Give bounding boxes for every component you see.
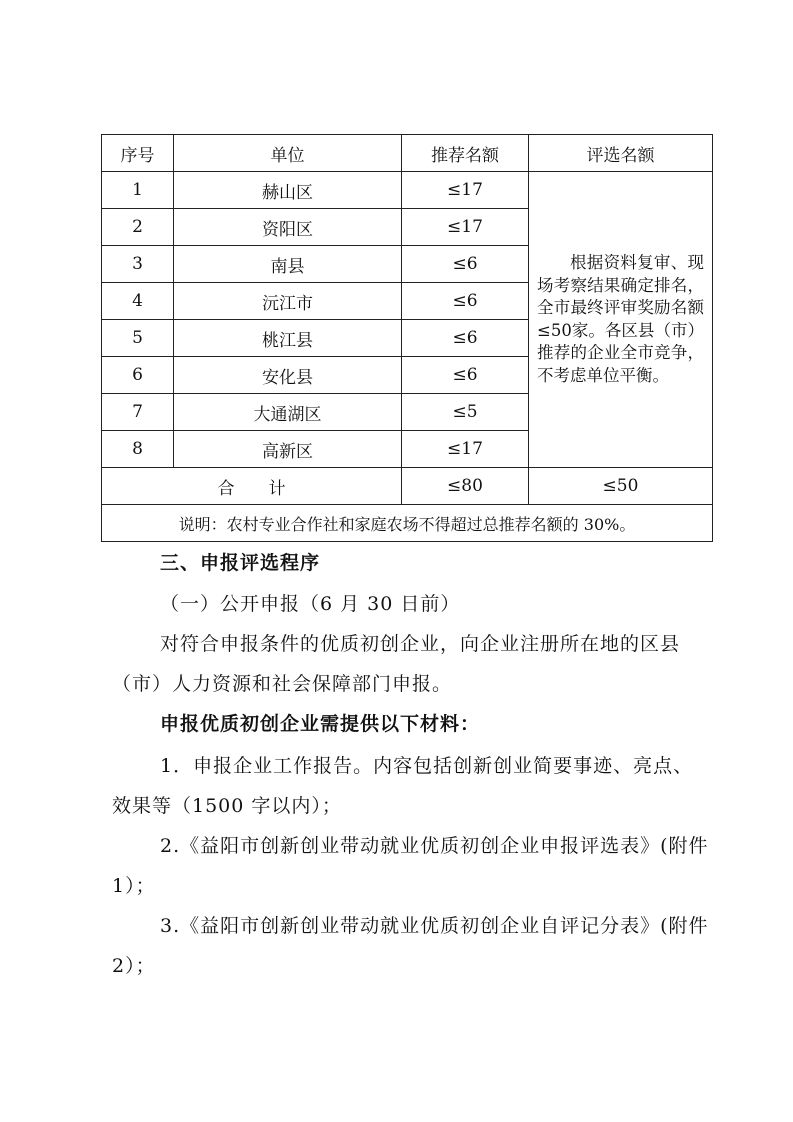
row-no: 2 [102,209,174,246]
row-unit: 大通湖区 [174,394,402,431]
total-label: 合 计 [102,468,402,505]
header-no: 序号 [102,135,174,172]
row-no: 5 [102,320,174,357]
row-unit: 安化县 [174,357,402,394]
section-heading: 三、申报评选程序 [160,552,321,574]
row-unit: 赫山区 [174,172,402,209]
total-row [102,468,713,505]
footnote-row [102,505,713,542]
quota-table [101,134,713,542]
table-row [102,172,713,209]
row-no: 8 [102,431,174,468]
table-header-row [102,135,713,172]
header-unit: 单位 [174,135,402,172]
table-footnote: 说明：农村专业合作社和家庭农场不得超过总推荐名额的 30%。 [102,505,713,542]
row-no: 1 [102,172,174,209]
header-selection-quota: 评选名额 [529,135,713,172]
row-unit: 桃江县 [174,320,402,357]
row-quota: ≤6 [402,357,529,394]
row-no: 6 [102,357,174,394]
row-unit: 高新区 [174,431,402,468]
row-quota: ≤6 [402,246,529,283]
paragraph-public-application: 对符合申报条件的优质初创企业，向企业注册所在地的区县（市）人力资源和社会保障部门申报。 [112,633,681,695]
row-quota: ≤6 [402,283,529,320]
header-recommend-quota: 推荐名额 [402,135,529,172]
materials-title: 申报优质初创企业需提供以下材料： [160,713,481,735]
material-item-3: 3.《益阳市创新创业带动就业优质初创企业自评记分表》(附件 2）； [112,915,709,977]
row-quota: ≤17 [402,209,529,246]
row-quota: ≤6 [402,320,529,357]
row-no: 3 [102,246,174,283]
row-quota: ≤17 [402,172,529,209]
material-item-1: 1．申报企业工作报告。内容包括创新创业简要事迹、亮点、效果等（1500 字以内）； [112,755,694,817]
selection-note-cell: 根据资料复审、现场考察结果确定排名，全市最终评审奖励名额≤50家。各区县（市）推荐的企业全市竞争，不考虑单位平衡。 [529,172,713,468]
row-unit: 沅江市 [174,283,402,320]
subsection-heading: （一）公开申报（6 月 30 日前） [160,593,461,615]
total-quota: ≤80 [402,468,529,505]
row-quota: ≤17 [402,431,529,468]
row-no: 7 [102,394,174,431]
row-unit: 资阳区 [174,209,402,246]
total-selection: ≤50 [529,468,713,505]
row-quota: ≤5 [402,394,529,431]
material-item-2: 2.《益阳市创新创业带动就业优质初创企业申报评选表》(附件 1）； [112,835,709,897]
row-no: 4 [102,283,174,320]
row-unit: 南县 [174,246,402,283]
